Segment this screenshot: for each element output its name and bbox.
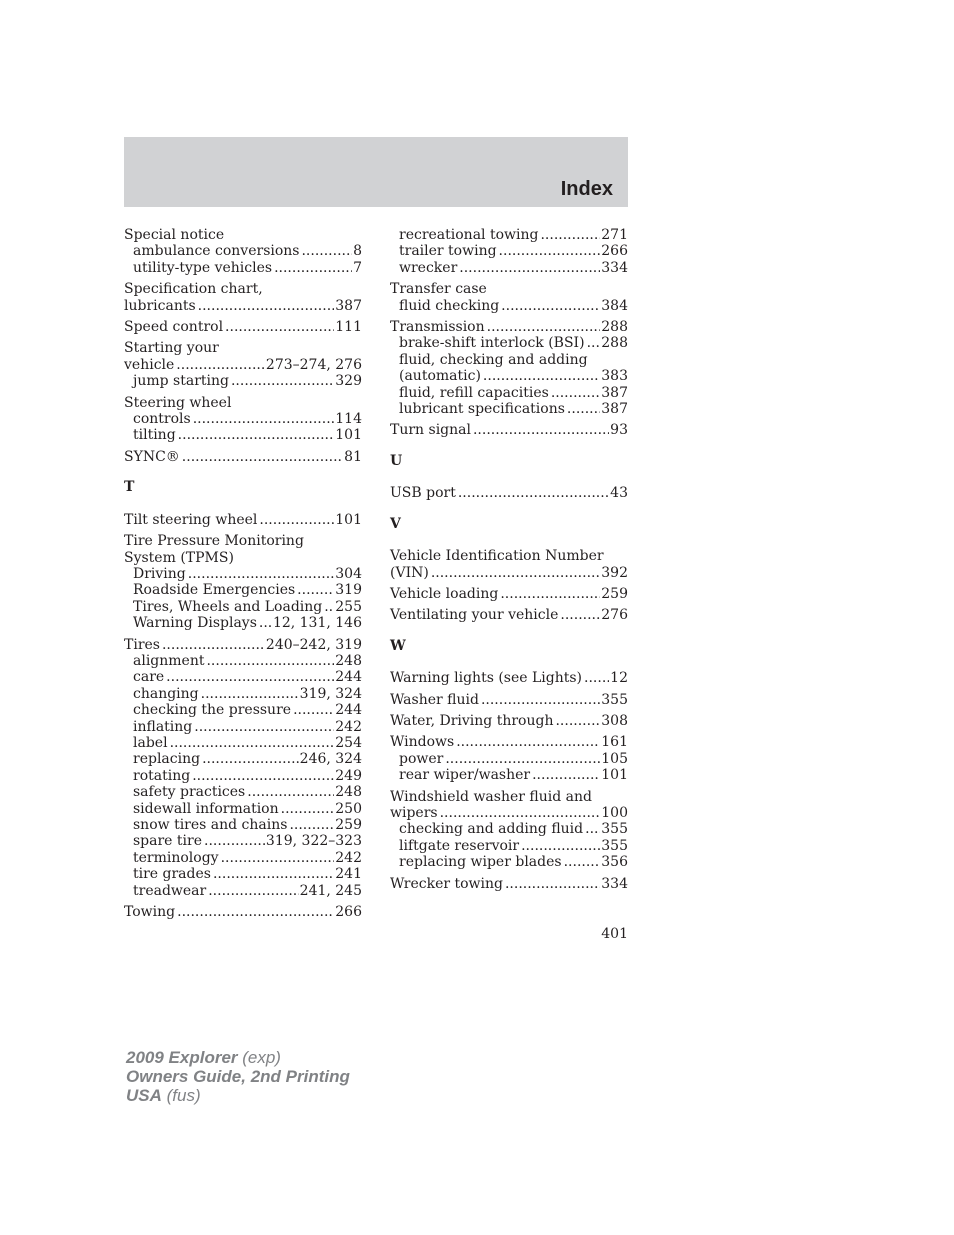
entry-page-ref: 356 — [601, 854, 628, 871]
index-entry — [390, 548, 628, 564]
entry-text: tilting — [133, 427, 176, 444]
entry-page-ref: 259 — [601, 585, 628, 602]
entry-text: Transfer case — [390, 281, 487, 298]
footer-line-2: Owners Guide, 2nd Printing — [126, 1067, 350, 1086]
dot-leader — [274, 260, 352, 276]
dot-leader — [206, 653, 334, 669]
index-section-letter: T — [124, 479, 135, 496]
entry-text: alignment — [133, 652, 205, 669]
entry-text: Turn signal — [390, 422, 471, 439]
index-section-letter: W — [390, 637, 406, 654]
entry-text: Starting your — [124, 340, 219, 357]
entry-text: (VIN) — [390, 564, 429, 581]
entry-text: USB port — [390, 485, 456, 502]
entry-page-ref: 241, 245 — [299, 882, 362, 899]
page-title: Index — [560, 178, 613, 200]
dot-leader — [555, 713, 600, 729]
entry-page-ref: 254 — [335, 734, 362, 751]
dot-leader — [456, 734, 600, 750]
entry-text: Warning lights (see Lights) — [390, 670, 583, 687]
entry-page-ref: 387 — [601, 384, 628, 401]
index-entry — [390, 734, 628, 750]
dot-leader — [440, 805, 601, 821]
index-subentry — [390, 751, 628, 767]
index-entry — [390, 692, 628, 708]
entry-page-ref: 288 — [601, 319, 628, 336]
entry-text: Tire Pressure Monitoring — [124, 533, 304, 550]
entry-text: safety practices — [133, 784, 246, 801]
entry-text: recreational towing — [399, 227, 539, 243]
dot-leader — [281, 801, 335, 817]
entry-page-ref: 334 — [601, 875, 628, 892]
index-subentry — [124, 599, 362, 615]
entry-page-ref: 392 — [601, 564, 628, 581]
entry-text: rear wiper/washer — [399, 767, 531, 784]
entry-page-ref: 8 — [353, 243, 362, 260]
entry-text: wipers — [390, 804, 438, 821]
entry-page-ref: 12 — [610, 670, 628, 687]
entry-page-ref: 101 — [601, 767, 628, 784]
dot-leader — [177, 904, 334, 920]
index-entry — [124, 637, 362, 653]
entry-page-ref: 240–242, 319 — [265, 636, 362, 653]
entry-page-ref: 259 — [335, 817, 362, 833]
index-entry — [390, 876, 628, 892]
index-subentry — [390, 821, 628, 837]
dot-leader — [170, 735, 335, 751]
entry-page-ref: 111 — [335, 319, 362, 336]
entry-text: fluid checking — [399, 297, 500, 314]
entry-text: utility-type vehicles — [133, 259, 273, 276]
entry-text: Roadside Emergencies — [133, 582, 296, 599]
entry-page-ref: 81 — [344, 448, 362, 465]
entry-text: wrecker — [399, 259, 458, 276]
index-subentry — [390, 243, 628, 259]
entry-text: label — [133, 734, 168, 751]
index-subentry — [124, 784, 362, 800]
dot-leader — [587, 335, 601, 351]
index-entry — [124, 319, 362, 335]
entry-page-ref: 288 — [601, 335, 628, 352]
entry-text: Specification chart, — [124, 281, 263, 298]
dot-leader — [166, 669, 334, 685]
entry-page-ref: 266 — [335, 904, 362, 921]
index-subentry — [124, 833, 362, 849]
index-column-right — [390, 222, 628, 892]
index-subentry — [390, 352, 628, 368]
index-subentry — [124, 582, 362, 598]
dot-leader — [301, 243, 352, 259]
index-entry — [124, 395, 362, 411]
entry-text: replacing — [133, 751, 201, 768]
index-entry — [390, 805, 628, 821]
index-subentry — [124, 735, 362, 751]
dot-leader — [560, 607, 600, 623]
entry-text: checking and adding fluid — [399, 821, 584, 838]
entry-page-ref: 244 — [335, 669, 362, 686]
entry-page-ref: 271 — [601, 227, 628, 243]
entry-page-ref: 241 — [335, 866, 362, 883]
index-subentry — [390, 767, 628, 783]
entry-text: rotating — [133, 767, 191, 784]
page-number: 401 — [601, 926, 628, 942]
entry-page-ref: 242 — [335, 849, 362, 866]
index-subentry — [124, 686, 362, 702]
dot-leader — [458, 485, 609, 501]
dot-leader — [584, 670, 609, 686]
footer-line-1: 2009 Explorer (exp) — [126, 1048, 281, 1067]
index-entry — [124, 227, 362, 243]
dot-leader — [162, 637, 265, 653]
index-subentry — [124, 801, 362, 817]
dot-leader — [521, 838, 600, 854]
index-section-letter: U — [390, 452, 403, 469]
entry-page-ref: 246, 324 — [299, 751, 362, 768]
entry-page-ref: 383 — [601, 368, 628, 385]
dot-leader — [213, 866, 334, 882]
entry-text: spare tire — [133, 833, 203, 850]
index-subentry — [390, 227, 628, 243]
index-subentry — [390, 298, 628, 314]
index-subentry — [390, 335, 628, 351]
entry-page-ref: 101 — [335, 427, 362, 444]
entry-text: fluid, refill capacities — [399, 384, 549, 401]
index-entry — [390, 713, 628, 729]
index-subentry — [390, 368, 628, 384]
dot-leader — [499, 243, 601, 259]
index-subentry — [124, 411, 362, 427]
entry-text: treadwear — [133, 882, 207, 899]
index-subentry — [124, 702, 362, 718]
dot-leader — [473, 422, 609, 438]
dot-leader — [221, 850, 335, 866]
dot-leader — [259, 512, 334, 528]
index-entry — [124, 340, 362, 356]
index-subentry — [390, 854, 628, 870]
entry-text: ambulance conversions — [133, 243, 300, 260]
entry-text: Tires, Wheels and Loading — [133, 598, 323, 615]
entry-text: liftgate reservoir — [399, 837, 520, 854]
entry-text: System (TPMS) — [124, 549, 234, 566]
entry-page-ref: 273–274, 276 — [265, 356, 362, 373]
dot-leader — [445, 751, 600, 767]
entry-page-ref: 319, 322–323 — [265, 833, 362, 850]
entry-text: Wrecker towing — [390, 875, 503, 892]
entry-text: brake-shift interlock (BSI) — [399, 335, 585, 352]
entry-text: tire grades — [133, 866, 211, 883]
dot-leader — [293, 702, 334, 718]
dot-leader — [231, 373, 334, 389]
entry-text: replacing wiper blades — [399, 854, 562, 871]
entry-text: (automatic) — [399, 368, 481, 385]
index-entry — [390, 485, 628, 501]
entry-text: lubricants — [124, 297, 196, 314]
header-band — [124, 137, 628, 207]
entry-text: power — [399, 750, 444, 767]
entry-page-ref: 304 — [335, 565, 362, 582]
entry-text: Steering wheel — [124, 394, 232, 411]
index-subentry — [124, 817, 362, 833]
index-subentry — [124, 883, 362, 899]
index-entry — [124, 904, 362, 920]
entry-text: trailer towing — [399, 243, 497, 260]
dot-leader — [182, 449, 343, 465]
entry-page-ref: 276 — [601, 607, 628, 624]
entry-page-ref: 161 — [601, 734, 628, 751]
index-subentry — [124, 566, 362, 582]
entry-text: jump starting — [133, 373, 229, 390]
dot-leader — [178, 427, 335, 443]
index-subentry — [124, 427, 362, 443]
entry-page-ref: 387 — [335, 297, 362, 314]
dot-leader — [585, 821, 600, 837]
index-entry — [390, 422, 628, 438]
entry-page-ref: 12, 131, 146 — [272, 615, 362, 632]
index-section-letter: V — [390, 515, 401, 532]
dot-leader — [551, 385, 600, 401]
index-subentry — [124, 243, 362, 259]
entry-text: vehicle — [124, 356, 175, 373]
entry-text: Transmission — [390, 319, 485, 336]
dot-leader — [176, 357, 265, 373]
entry-text: snow tires and chains — [133, 817, 288, 833]
entry-text: terminology — [133, 849, 219, 866]
entry-page-ref: 255 — [335, 598, 362, 615]
dot-leader — [188, 566, 335, 582]
index-entry — [390, 607, 628, 623]
dot-leader — [289, 817, 334, 833]
dot-leader — [487, 319, 601, 335]
entry-page-ref: 308 — [601, 712, 628, 729]
entry-page-ref: 242 — [335, 718, 362, 735]
entry-page-ref: 355 — [601, 837, 628, 854]
index-subentry — [390, 401, 628, 417]
entry-page-ref: 43 — [610, 485, 628, 502]
entry-page-ref: 101 — [335, 511, 362, 528]
dot-leader — [501, 298, 600, 314]
dot-leader — [202, 751, 299, 767]
index-subentry — [390, 838, 628, 854]
entry-page-ref: 114 — [335, 411, 362, 428]
dot-leader — [225, 319, 334, 335]
footer-line-3: USA (fus) — [126, 1086, 201, 1105]
entry-text: Vehicle Identification Number — [390, 548, 604, 565]
entry-page-ref: 250 — [335, 800, 362, 817]
entry-page-ref: 248 — [335, 652, 362, 669]
entry-text: checking the pressure — [133, 702, 292, 719]
dot-leader — [192, 768, 334, 784]
entry-text: Vehicle loading — [390, 585, 499, 602]
dot-leader — [247, 784, 334, 800]
entry-text: Windshield washer fluid and — [390, 788, 592, 805]
dot-leader — [324, 599, 334, 615]
entry-text: Special notice — [124, 227, 225, 243]
dot-leader — [204, 833, 265, 849]
index-entry — [390, 281, 628, 297]
index-entry — [390, 319, 628, 335]
entry-text: changing — [133, 685, 199, 702]
dot-leader — [208, 883, 298, 899]
entry-page-ref: 355 — [601, 691, 628, 708]
dot-leader — [567, 401, 600, 417]
dot-leader — [198, 298, 335, 314]
entry-page-ref: 249 — [335, 767, 362, 784]
index-entry — [124, 512, 362, 528]
entry-text: Water, Driving through — [390, 712, 554, 729]
dot-leader — [505, 876, 600, 892]
entry-text: Washer fluid — [390, 691, 479, 708]
index-subentry — [124, 719, 362, 735]
entry-text: SYNC® — [124, 448, 180, 465]
index-column-left — [124, 222, 362, 920]
index-subentry — [124, 373, 362, 389]
entry-page-ref: 266 — [601, 243, 628, 260]
entry-page-ref: 93 — [610, 422, 628, 439]
index-subentry — [124, 653, 362, 669]
entry-page-ref: 355 — [601, 821, 628, 838]
dot-leader — [564, 854, 601, 870]
entry-text: Speed control — [124, 319, 224, 336]
dot-leader — [297, 582, 334, 598]
entry-page-ref: 244 — [335, 702, 362, 719]
index-subentry — [124, 615, 362, 631]
index-subentry — [124, 260, 362, 276]
index-entry — [390, 565, 628, 581]
entry-page-ref: 319, 324 — [299, 685, 362, 702]
entry-text: Windows — [390, 734, 455, 751]
index-entry — [124, 550, 362, 566]
index-subentry — [124, 850, 362, 866]
index-entry — [124, 281, 362, 297]
index-entry — [390, 789, 628, 805]
entry-page-ref: 7 — [353, 259, 362, 276]
entry-text: care — [133, 669, 165, 686]
entry-page-ref: 100 — [601, 804, 628, 821]
index-entry — [124, 298, 362, 314]
index-subentry — [390, 260, 628, 276]
entry-page-ref: 334 — [601, 259, 628, 276]
entry-text: Ventilating your vehicle — [390, 607, 559, 624]
dot-leader — [431, 565, 600, 581]
entry-text: Warning Displays — [133, 615, 257, 632]
footer — [126, 1048, 350, 1105]
entry-text: Tires — [124, 636, 160, 653]
entry-text: fluid, checking and adding — [399, 351, 588, 368]
dot-leader — [259, 615, 272, 631]
dot-leader — [481, 692, 600, 708]
index-entry — [124, 357, 362, 373]
dot-leader — [483, 368, 600, 384]
dot-leader — [193, 411, 335, 427]
entry-text: Towing — [124, 904, 176, 921]
dot-leader — [459, 260, 600, 276]
index-subentry — [124, 866, 362, 882]
index-entry — [390, 586, 628, 602]
entry-page-ref: 329 — [335, 373, 362, 390]
entry-page-ref: 387 — [601, 401, 628, 418]
entry-page-ref: 248 — [335, 784, 362, 801]
index-entry — [390, 670, 628, 686]
entry-page-ref: 319 — [335, 582, 362, 599]
dot-leader — [201, 686, 299, 702]
dot-leader — [540, 227, 600, 243]
entry-text: Tilt steering wheel — [124, 511, 258, 528]
index-entry — [124, 449, 362, 465]
entry-text: sidewall information — [133, 800, 279, 817]
dot-leader — [500, 586, 600, 602]
entry-text: inflating — [133, 718, 193, 735]
index-subentry — [124, 751, 362, 767]
entry-page-ref: 384 — [601, 297, 628, 314]
dot-leader — [194, 719, 334, 735]
index-subentry — [124, 669, 362, 685]
entry-page-ref: 105 — [601, 750, 628, 767]
entry-text: Driving — [133, 565, 186, 582]
index-entry — [124, 533, 362, 549]
entry-text: lubricant specifications — [399, 401, 565, 418]
dot-leader — [532, 767, 600, 783]
index-subentry — [390, 385, 628, 401]
entry-text: controls — [133, 411, 191, 428]
index-subentry — [124, 768, 362, 784]
